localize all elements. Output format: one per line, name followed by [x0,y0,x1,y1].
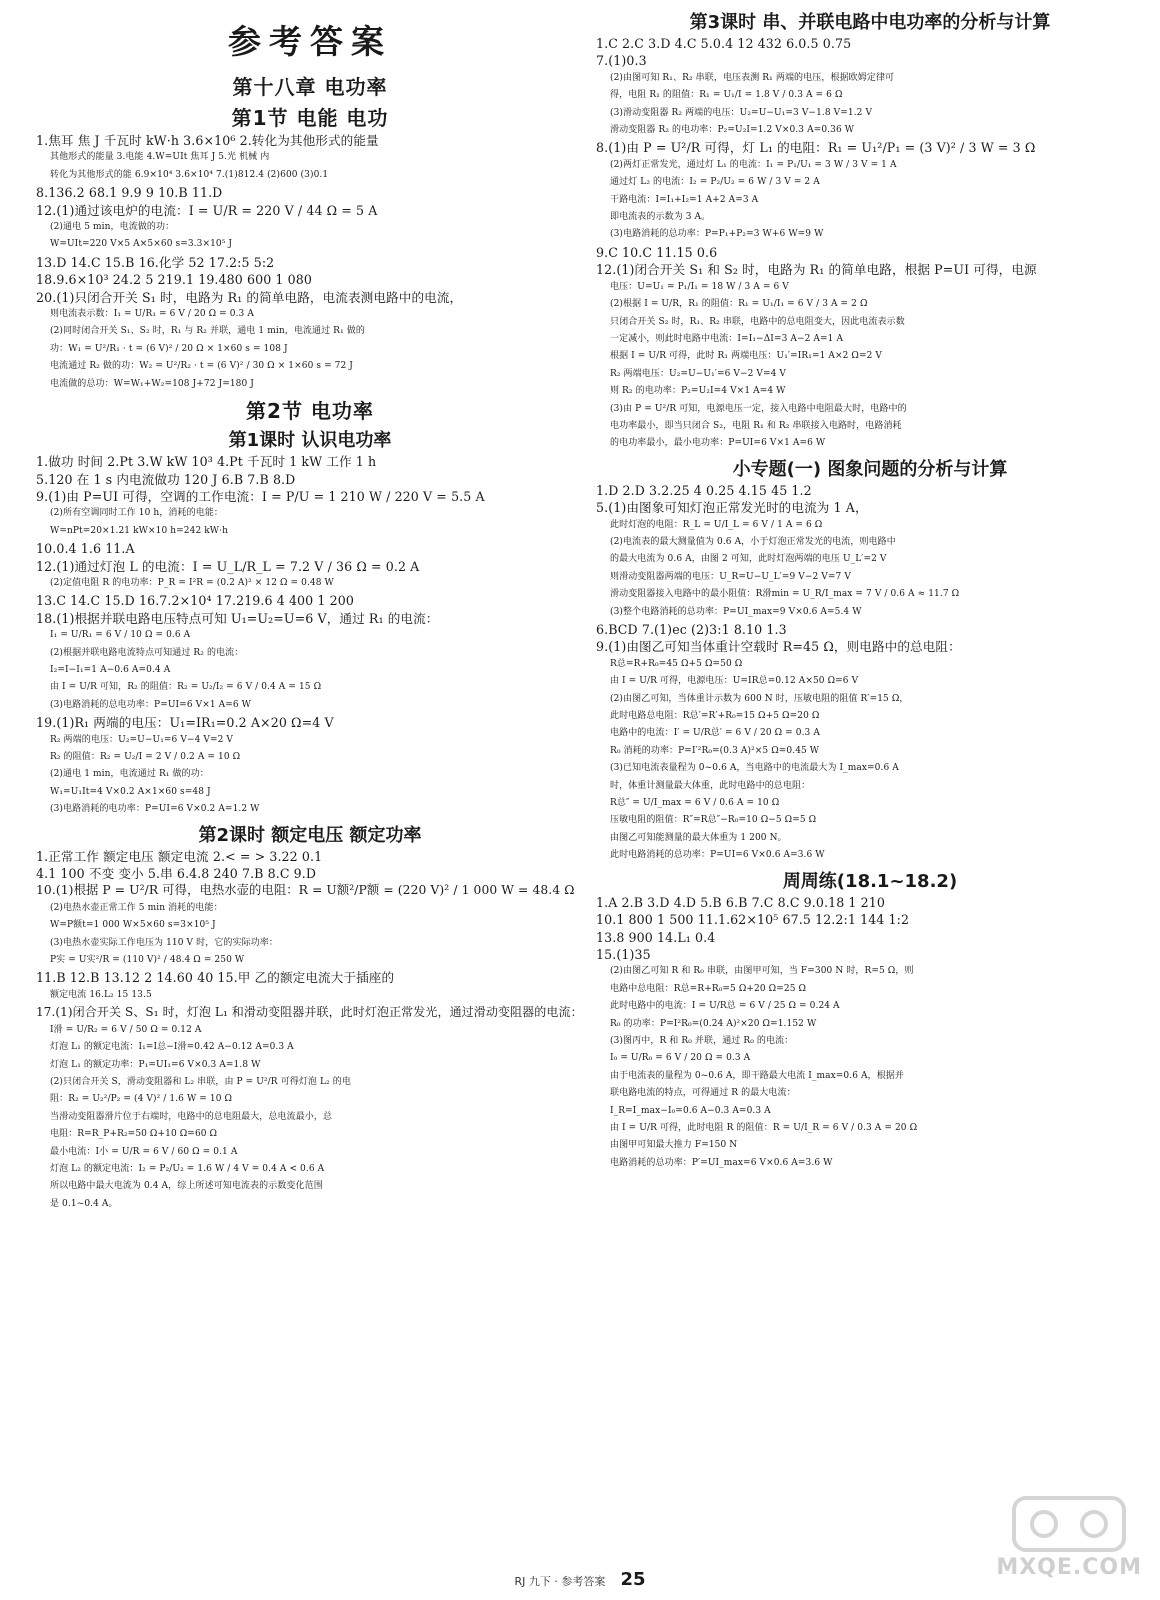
answer-line: 其他形式的能量 3.电能 4.W=UIt 焦耳 J 5.光 机械 内 [50,152,270,163]
page-number: 25 [620,1569,646,1590]
section-heading: 第1节 电能 电功 [231,106,389,130]
answer-line: 12.(1)闭合开关 S₁ 和 S₂ 时，电路为 R₁ 的简单电路，根据 P=UI 可得，电源 [596,262,1037,278]
answer-line: (3)整个电路消耗的总功率：P=UI_max=9 V×0.6 A=5.4 W [610,606,862,617]
answer-line: (3)由 P = U²/R 可知，电源电压一定，接入电路中电阻最大时，电路中的 [610,403,907,414]
answer-line: 9.(1)由 P=UI 可得，空调的工作电流：I = P/U = 1 210 W / 220 V = 5.5 A [36,488,485,504]
answer-line: 12.(1)通过灯泡 L 的电流：I = U_L/R_L = 7.2 V / 36 Ω = 0.2 A [36,558,420,574]
answer-line: (2)根据并联电路电流特点可知通过 R₂ 的电流： [50,647,244,658]
answer-line: 10.0.4 1.6 11.A [36,541,135,557]
answer-line: 压敏电阻的阻值：R″=R总″−R₀=10 Ω−5 Ω=5 Ω [610,815,817,826]
answer-line: 联电路电流的特点，可得通过 R 的最大电流： [610,1088,796,1099]
answer-line: 9.C 10.C 11.15 0.6 [596,244,718,260]
answer-line: I滑 = U/R₂ = 6 V / 50 Ω = 0.12 A [50,1024,202,1035]
answer-line: 电路中总电阻：R总=R+R₀=5 Ω+20 Ω=25 Ω [610,983,807,994]
answer-line: 电流做的总功：W=W₁+W₂=108 J+72 J=180 J [50,378,254,389]
answer-line: 的电功率最小，最小电功率：P=UI=6 V×1 A=6 W [610,438,826,449]
watermark-logo [996,1490,1146,1580]
answer-line: 电路消耗的总功率：P′=UI_max=6 V×0.6 A=3.6 W [610,1157,833,1168]
lesson-heading: 第1课时 认识电功率 [228,430,392,452]
answer-line: 当滑动变阻器滑片位于右端时，电路中的总电阻最大，总电流最小，总 [50,1111,333,1122]
answer-line: (3)已知电流表量程为 0~0.6 A，当电路中的电流最大为 I_max=0.6 A [610,763,899,774]
answer-line: W=P额t=1 000 W×5×60 s=3×10⁵ J [50,920,216,931]
answer-line: 20.(1)只闭合开关 S₁ 时，电路为 R₁ 的简单电路，电流表测电路中的电流， [36,289,463,305]
answer-line: 只闭合开关 S₂ 时，R₁、R₂ 串联，电路中的总电阻变大，因此电流表示数 [610,316,905,327]
answer-line: 是 0.1~0.4 A。 [50,1198,118,1209]
answer-line: 13.D 14.C 15.B 16.化学 52 17.2:5 5:2 [36,254,275,270]
answer-line: 15.(1)35 [596,946,651,962]
answer-line: (3)图丙中，R 和 R₀ 并联，通过 R₀ 的电流： [610,1035,794,1046]
answer-line: 电流通过 R₂ 做的功：W₂ = U²/R₂ · t = (6 V)² / 30 Ω × 1×60 s = 72 J [50,361,353,372]
answer-line: 8.(1)由 P = U²/R 可得，灯 L₁ 的电阻：R₁ = U₁²/P₁ = (3 V)² / 3 W = 3 Ω [596,140,1036,156]
lesson-heading: 第3课时 串、并联电路中电功率的分析与计算 [689,12,1051,33]
answer-line: (2)由图乙可知 R 和 R₀ 串联，由图甲可知，当 F=300 N 时，R=5 Ω，则 [610,966,914,977]
answer-line: 10.(1)根据 P = U²/R 可得，电热水壶的电阻：R = U额²/P额 = (220 V)² / 1 000 W = 48.4 Ω [36,883,575,898]
answer-line: 6.BCD 7.(1)ec (2)3:1 8.10 1.3 [596,622,787,637]
answer-line: 额定电流 16.L₂ 15 13.5 [50,989,152,1000]
answer-line: 则滑动变阻器两端的电压：U_R=U−U_L′=9 V−2 V=7 V [610,571,851,582]
answer-line: 阻：R₂ = U₂²/P₂ = (4 V)² / 1.6 W = 10 Ω [50,1094,233,1105]
answer-line: 则 R₂ 的电功率：P₂=U₂I=4 V×1 A=4 W [610,386,786,397]
answer-line: 此时电路中的电流：I = U/R总 = 6 V / 25 Ω = 0.24 A [610,1001,840,1012]
answer-line: 功：W₁ = U²/R₁ · t = (6 V)² / 20 Ω × 1×60 s = 108 J [50,343,288,354]
answer-line: (3)电路消耗的总功率：P=P₁+P₂=3 W+6 W=9 W [610,229,824,240]
answer-line: 4.1 100 不变 变小 5.串 6.4.8 240 7.B 8.C 9.D [36,866,317,882]
answer-line: 电压：U=U₁ = P₁/I₁ = 18 W / 3 A = 6 V [610,281,789,292]
answer-line: 最小电流：I小 = U/R = 6 V / 60 Ω = 0.1 A [50,1146,238,1157]
answer-line: (2)定值电阻 R 的电功率：P_R = I²R = (0.2 A)² × 12 Ω = 0.48 W [50,577,334,588]
answer-line: 12.(1)通过该电炉的电流：I = U/R = 220 V / 44 Ω = 5 A [36,202,378,218]
answer-line: 电路中的电流：I′ = U/R总′ = 6 V / 20 Ω = 0.3 A [610,728,820,739]
answer-line: R总″ = U/I_max = 6 V / 0.6 A = 10 Ω [610,798,780,809]
lesson-heading: 小专题(一) 图象问题的分析与计算 [732,458,1008,480]
answer-line: (2)由图乙可知，当体重计示数为 600 N 时，压敏电阻的阻值 R′=15 Ω， [610,693,909,704]
answer-line: (2)同时闭合开关 S₁、S₂ 时，R₁ 与 R₂ 并联，通电 1 min，电流通过 R₁ 做的 [50,326,365,337]
answer-line: R₀ 的功率：P=I²R₀=(0.24 A)²×20 Ω=1.152 W [610,1018,817,1029]
answer-line: 电阻：R=R_P+R₂=50 Ω+10 Ω=60 Ω [50,1129,218,1140]
answer-line: 滑动变阻器接入电路中的最小阻值：R滑min = U_R/I_max = 7 V / 0.6 A ≈ 11.7 Ω [610,589,960,600]
right-column-body [596,8,1144,1172]
answer-line: 根据 I = U/R 可得，此时 R₁ 两端电压：U₁′=IR₁=1 A×2 Ω=2 V [610,351,883,362]
section-heading: 第十八章 电功率 [232,75,388,99]
answer-line: I_R=I_max−I₀=0.6 A−0.3 A=0.3 A [610,1105,771,1116]
answer-line: (2)通电 1 min，电流通过 R₁ 做的功： [50,769,209,780]
answer-line: 7.(1)0.3 [596,53,647,69]
answer-line: (3)电路消耗的电功率：P=UI=6 V×0.2 A=1.2 W [50,804,260,815]
answer-line: 由图乙可知能测量的最大体重为 1 200 N。 [610,832,787,843]
answer-line: 由 I = U/R 可得，此时电阻 R 的阻值：R = U/I_R = 6 V / 0.3 A = 20 Ω [610,1122,918,1133]
answer-line: 18.(1)根据并联电路电压特点可知 U₁=U₂=U=6 V，通过 R₁ 的电流： [36,610,439,626]
answer-line: (2)电流表的最大测量值为 0.6 A，小于灯泡正常发光的电流，则电路中 [610,536,896,547]
answer-line: 9.(1)由图乙可知当体重计空载时 R=45 Ω，则电路中的总电阻： [596,639,961,655]
answer-line: 1.正常工作 额定电压 额定电流 2.< = > 3.22 0.1 [36,848,323,864]
answer-line: (2)通电 5 min，电流做的功： [50,222,175,233]
left-column-body [36,71,584,1213]
answer-line: 此时电路总电阻：R总′=R′+R₀=15 Ω+5 Ω=20 Ω [610,711,820,722]
answer-line: 转化为其他形式的能 6.9×10⁴ 3.6×10⁴ 7.(1)812.4 (2)600 (3)0.1 [50,169,329,180]
answer-line: I₂=I−I₁=1 A−0.6 A=0.4 A [50,664,171,675]
answer-line: (2)两灯正常发光，通过灯 L₁ 的电流：I₁ = P₁/U₁ = 3 W / 3 V = 1 A [610,159,897,170]
answer-line: 灯泡 L₁ 的额定功率：P₁=UI₁=6 V×0.3 A=1.8 W [50,1059,261,1070]
answer-line: R₂ 两端电压：U₂=U−U₁′=6 V−2 V=4 V [610,368,787,379]
page-title: 参考答案 [228,22,392,61]
answer-line: I₁ = U/R₁ = 6 V / 10 Ω = 0.6 A [50,630,191,641]
answer-line: 时，体重计测量最大体重，此时电路中的总电阻： [610,780,811,791]
answer-line: R₂ 两端的电压：U₂=U−U₁=6 V−4 V=2 V [50,734,233,745]
answer-line: 1.做功 时间 2.Pt 3.W kW 10³ 4.Pt 千瓦时 1 kW 工作 1 h [36,454,377,470]
answer-line: (3)滑动变阻器 R₂ 两端的电压：U₂=U−U₁=3 V−1.8 V=1.2 V [610,107,873,118]
answer-line: 得，电阻 R₁ 的阻值：R₁ = U₁/I = 1.8 V / 0.3 A = 6 Ω [610,90,843,101]
answer-line: 1.A 2.B 3.D 4.D 5.B 6.B 7.C 8.C 9.0.18 1 210 [596,894,885,910]
lesson-heading: 第2课时 额定电压 额定功率 [198,824,422,846]
answer-line: 通过灯 L₂ 的电流：I₂ = P₂/U₂ = 6 W / 3 V = 2 A [610,177,820,188]
page-footer [0,1569,1160,1590]
answer-line: (2)根据 I = U/R，R₁ 的阻值：R₁ = U₁/I₁ = 6 V / 3 A = 2 Ω [610,299,868,310]
answer-line: 由图甲可知最大推力 F=150 N [610,1140,738,1151]
answer-line: 此时灯泡的电阻：R_L = U/I_L = 6 V / 1 A = 6 Ω [610,519,823,530]
answer-line: 干路电流：I=I₁+I₂=1 A+2 A=3 A [610,194,759,205]
answer-line: 灯泡 L₁ 的额定电流：I₁=I总−I滑=0.42 A−0.12 A=0.3 A [50,1042,294,1053]
answer-line: R总=R+R₀=45 Ω+5 Ω=50 Ω [610,658,743,669]
answer-line: (2)所有空调同时工作 10 h，消耗的电能： [50,508,224,519]
lesson-heading: 周周练(18.1~18.2) [782,870,958,892]
footer-tag: RJ 九下 · 参考答案 [514,1575,606,1588]
answer-line: 18.9.6×10³ 24.2 5 219.1 19.480 600 1 080 [36,272,312,288]
answer-line: 13.C 14.C 15.D 16.7.2×10⁴ 17.219.6 4 400 1 200 [36,593,354,609]
answer-line: 滑动变阻器 R₂ 的电功率：P₂=U₂I=1.2 V×0.3 A=0.36 W [610,125,855,136]
answer-line: (3)电路消耗的总电功率：P=UI=6 V×1 A=6 W [50,699,252,710]
section-heading: 第2节 电功率 [246,399,374,424]
answer-line: 一定减小，则此时电路中电流：I=I₁−ΔI=3 A−2 A=1 A [610,333,844,344]
answer-line: (2)电热水壶正常工作 5 min 消耗的电能： [50,902,223,913]
answer-line: W=nPt=20×1.21 kW×10 h=242 kW·h [50,525,228,536]
answer-line: 17.(1)闭合开关 S、S₁ 时，灯泡 L₁ 和滑动变阻器并联，此时灯泡正常发光，通过滑动变阻器的电流： [36,1005,583,1020]
answer-line: 则电流表示数：I₁ = U/R₁ = 6 V / 20 Ω = 0.3 A [50,309,254,320]
answer-line: 5.120 在 1 s 内电流做功 120 J 6.B 7.B 8.D [36,471,296,487]
answer-line: 10.1 800 1 500 11.1.62×10⁵ 67.5 12.2:1 144 1:2 [596,912,910,928]
right-column [596,6,1144,1540]
answer-line: W=UIt=220 V×5 A×5×60 s=3.3×10⁵ J [50,239,233,250]
answer-line: (3)电热水壶实际工作电压为 110 V 时，它的实际功率： [50,937,279,948]
answer-line: R₀ 消耗的功率：P=I′²R₀=(0.3 A)²×5 Ω=0.45 W [610,745,820,756]
answer-line: 此时电路消耗的总功率：P=UI=6 V×0.6 A=3.6 W [610,850,825,861]
answer-line: 1.D 2.D 3.2.25 4 0.25 4.15 45 1.2 [596,482,812,498]
answer-line: (2)由图可知 R₁、R₂ 串联，电压表测 R₁ 两端的电压，根据欧姆定律可 [610,72,895,83]
answer-line: 所以电路中最大电流为 0.4 A，综上所述可知电流表的示数变化范围 [50,1181,323,1192]
answer-line: 19.(1)R₁ 两端的电压：U₁=IR₁=0.2 A×20 Ω=4 V [36,715,334,731]
answer-line: 即电流表的示数为 3 A。 [610,212,711,223]
answer-line: 13.8 900 14.L₁ 0.4 [596,929,716,945]
answer-line: 电功率最小，即当只闭合 S₂，电阻 R₁ 和 R₂ 串联接入电路时，电路消耗 [610,420,902,431]
answer-line: 5.(1)由图象可知灯泡正常发光时的电流为 1 A， [596,500,868,516]
answer-line: 灯泡 L₂ 的额定电流：I₂ = P₂/U₂ = 1.6 W / 4 V = 0.4 A < 0.6 A [50,1163,325,1174]
answer-line: 1.C 2.C 3.D 4.C 5.0.4 12 432 6.0.5 0.75 [596,36,852,51]
answer-line: 的最大电流为 0.6 A，由图 2 可知，此时灯泡两端的电压 U_L′=2 V [610,554,887,565]
answer-line: W₁=U₁It=4 V×0.2 A×1×60 s=48 J [50,786,211,797]
answer-line: (2)只闭合开关 S，滑动变阻器和 L₂ 串联，由 P = U²/R 可得灯泡 L₂ 的电 [50,1076,351,1087]
answer-line: 由 I = U/R 可知，R₂ 的阻值：R₂ = U₂/I₂ = 6 V / 0.4 A = 15 Ω [50,682,322,693]
answer-line: 8.136.2 68.1 9.9 9 10.B 11.D [36,185,223,201]
answer-line: 11.B 12.B 13.12 2 14.60 40 15.甲 乙的额定电流大于插座的 [36,970,395,986]
answer-line: I₀ = U/R₀ = 6 V / 20 Ω = 0.3 A [610,1053,751,1064]
left-column [36,6,584,1540]
answer-line: 1.焦耳 焦 J 千瓦时 kW·h 3.6×10⁶ 2.转化为其他形式的能量 [36,133,379,148]
answer-line: P实 = U实²/R = (110 V)² / 48.4 Ω = 250 W [50,955,245,966]
answer-line: 由 I = U/R 可得，电源电压：U=IR总=0.12 A×50 Ω=6 V [610,676,859,687]
answer-line: 由于电流表的量程为 0~0.6 A，即干路最大电流 I_max=0.6 A，根据并 [610,1070,905,1081]
watermark-text: MXQE.COM [996,1555,1142,1580]
answer-line: R₂ 的阻值：R₂ = U₂/I = 2 V / 0.2 A = 10 Ω [50,752,241,762]
